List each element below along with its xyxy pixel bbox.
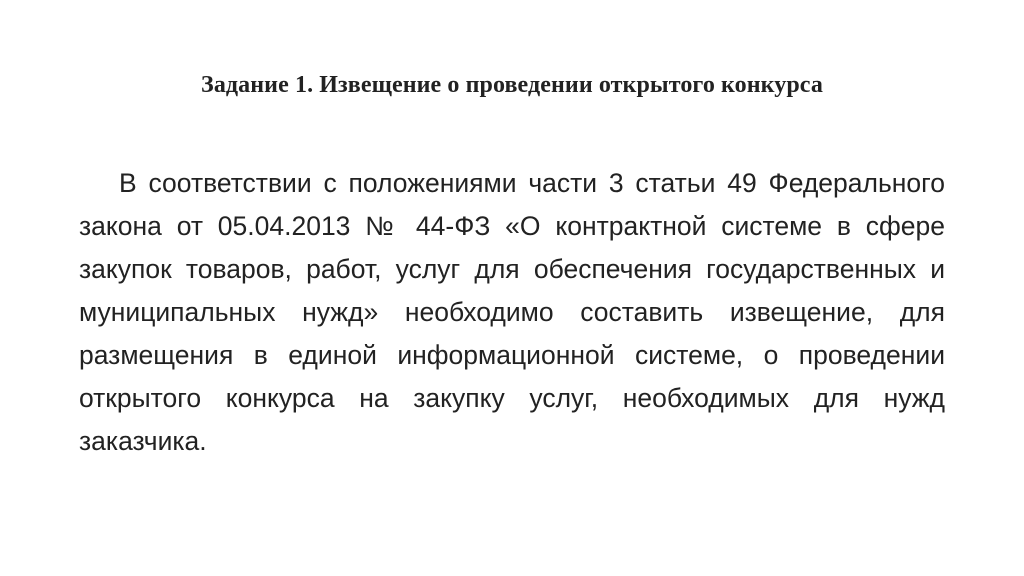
slide-title: Задание 1. Извещение о проведении открытого конкурса <box>201 72 823 98</box>
task-description: В соответствии с положениями части 3 статьи 49 Федерального закона от 05.04.2013 № 44-ФЗ «О контрактной системе в сфере закупок товаров, работ, услуг для обеспечения государственных и муниципальных нужд» необходимо составить извещение, для размещения в единой информационной системе, о проведении открытого конкурса на закупку услуг, необходимых для нужд заказчика. <box>79 168 945 456</box>
